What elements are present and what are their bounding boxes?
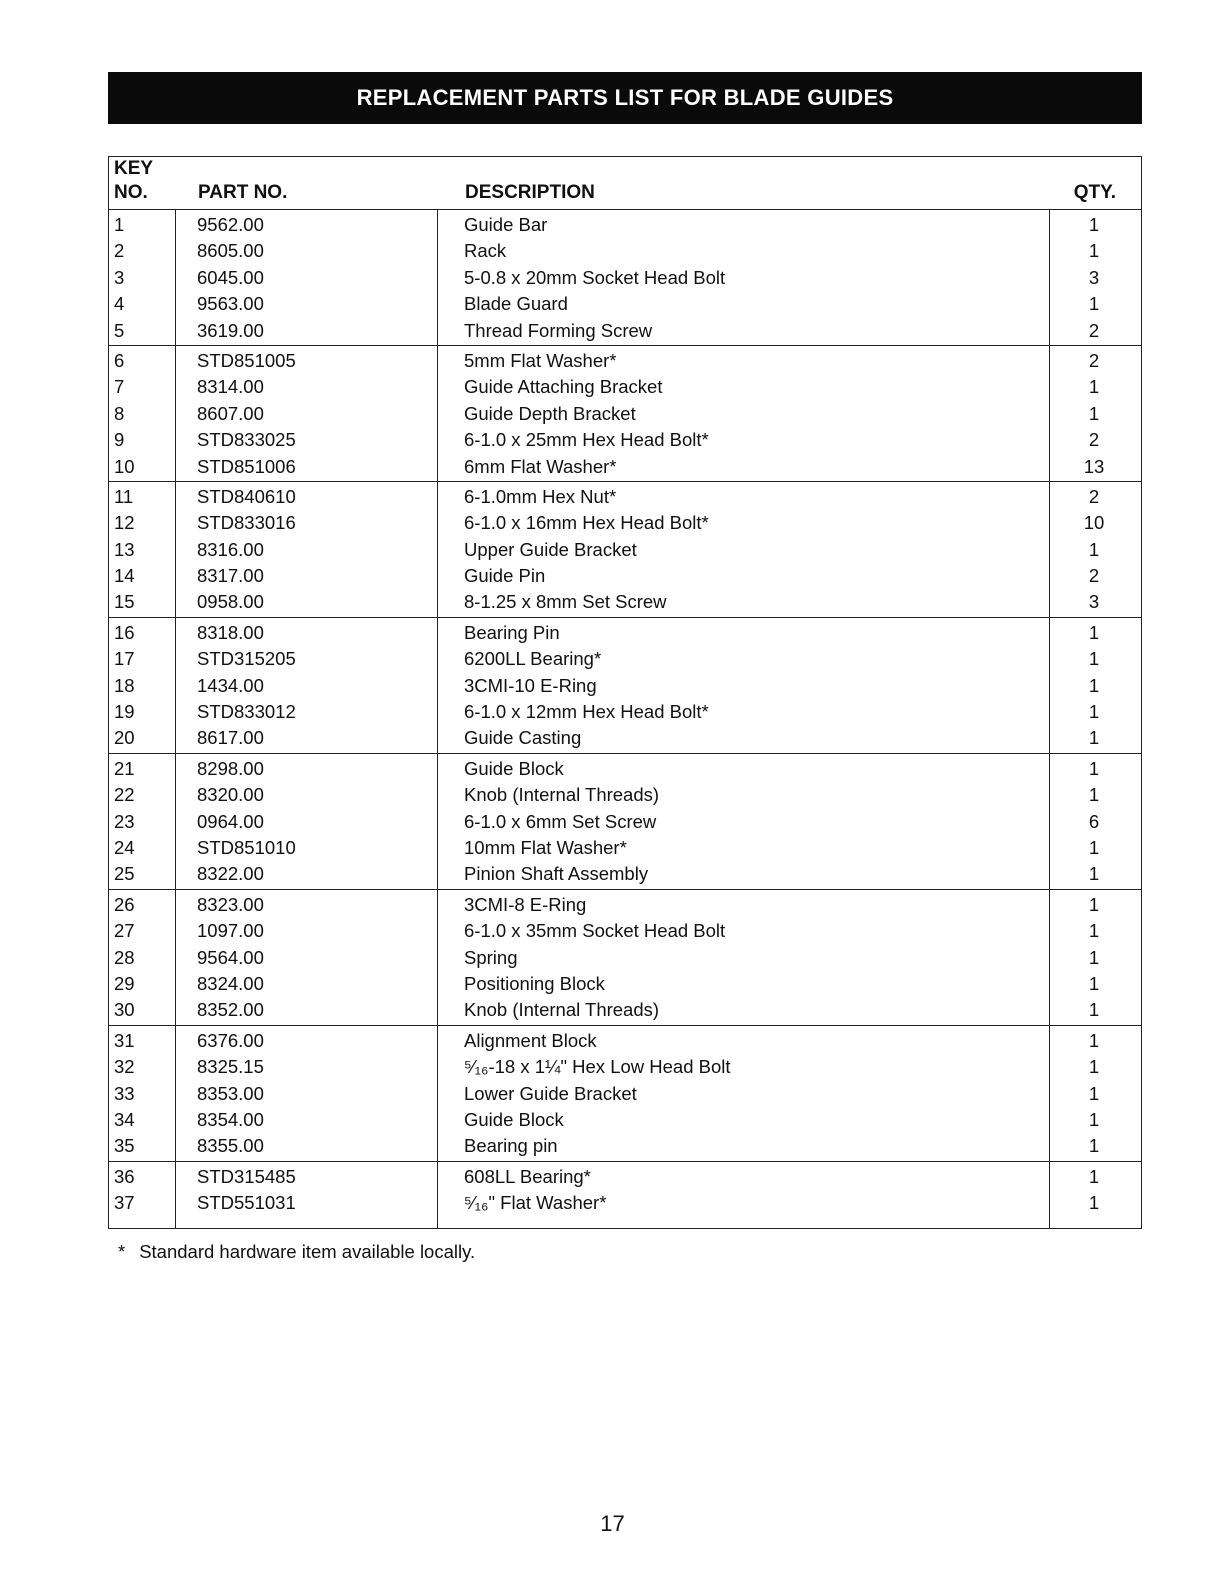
part-no-cell: STD840610 xyxy=(197,485,296,507)
part-no-cell: 0958.00 xyxy=(197,591,264,613)
qty-cell: 1 xyxy=(1088,1056,1100,1078)
qty-cell: 2 xyxy=(1088,319,1100,341)
table-row xyxy=(109,484,1141,510)
qty-cell: 6 xyxy=(1088,810,1100,832)
part-no-cell: 6376.00 xyxy=(197,1029,264,1051)
table-row xyxy=(109,1054,1141,1080)
key-no-cell: 6 xyxy=(114,349,125,371)
key-no-cell: 29 xyxy=(114,972,135,994)
part-no-cell: STD551031 xyxy=(197,1192,296,1214)
key-no-cell: 35 xyxy=(114,1135,135,1157)
qty-cell: 1 xyxy=(1088,972,1100,994)
description-cell: ⁵⁄₁₆-18 x 1¼" Hex Low Head Bolt xyxy=(464,1056,731,1078)
qty-cell: 1 xyxy=(1088,757,1100,779)
row-group xyxy=(109,618,1141,754)
table-row xyxy=(109,782,1141,808)
key-no-cell: 8 xyxy=(114,402,125,424)
qty-cell: 1 xyxy=(1088,214,1100,235)
description-cell: Guide Casting xyxy=(464,727,582,749)
table-row xyxy=(109,725,1141,751)
key-no-cell: 17 xyxy=(114,648,135,670)
qty-cell: 1 xyxy=(1088,701,1100,723)
key-no-cell: 14 xyxy=(114,565,135,587)
footnote-mark: * xyxy=(118,1241,126,1262)
table-row xyxy=(109,1164,1141,1190)
description-cell: Alignment Block xyxy=(464,1029,597,1051)
part-no-cell: 8324.00 xyxy=(197,972,264,994)
table-row xyxy=(109,374,1141,400)
description-cell: Knob (Internal Threads) xyxy=(464,999,660,1021)
qty-cell: 1 xyxy=(1088,1029,1100,1051)
table-row xyxy=(109,537,1141,563)
key-no-cell: 26 xyxy=(114,893,135,915)
key-no-cell: 20 xyxy=(114,727,135,749)
table-row xyxy=(109,699,1141,725)
qty-cell: 1 xyxy=(1088,240,1100,262)
description-cell: 10mm Flat Washer* xyxy=(464,836,627,858)
key-no-cell: 21 xyxy=(114,757,135,779)
key-no-cell: 19 xyxy=(114,701,135,723)
description-cell: 6-1.0 x 12mm Hex Head Bolt* xyxy=(464,701,709,723)
table-row xyxy=(109,997,1141,1023)
table-row xyxy=(109,945,1141,971)
qty-cell: 2 xyxy=(1088,429,1100,451)
row-group xyxy=(109,482,1141,618)
row-group xyxy=(109,346,1141,482)
description-cell: 8-1.25 x 8mm Set Screw xyxy=(464,591,667,613)
table-row xyxy=(109,401,1141,427)
table-row xyxy=(109,563,1141,589)
qty-cell: 1 xyxy=(1088,402,1100,424)
qty-cell: 1 xyxy=(1088,727,1100,749)
key-no-cell: 11 xyxy=(114,485,134,507)
part-no-cell: 8325.15 xyxy=(197,1056,264,1078)
part-no-cell: 8355.00 xyxy=(197,1135,264,1157)
qty-cell: 3 xyxy=(1088,266,1100,288)
table-row xyxy=(109,1081,1141,1107)
qty-cell: 1 xyxy=(1088,836,1100,858)
qty-cell: 1 xyxy=(1088,1165,1100,1187)
key-no-cell: 25 xyxy=(114,863,135,885)
table-row xyxy=(109,510,1141,536)
header-qty: QTY. xyxy=(1073,182,1116,203)
part-no-cell: 9564.00 xyxy=(197,946,264,968)
table-row xyxy=(109,756,1141,782)
description-cell: Guide Attaching Bracket xyxy=(464,376,663,398)
part-no-cell: 8322.00 xyxy=(197,863,264,885)
header-description: DESCRIPTION xyxy=(465,182,595,203)
key-no-cell: 28 xyxy=(114,946,135,968)
part-no-cell: 3619.00 xyxy=(197,319,264,341)
description-cell: Rack xyxy=(464,240,507,262)
header-key-line2: NO. xyxy=(114,182,148,203)
key-no-cell: 34 xyxy=(114,1108,135,1130)
description-cell: 3CMI-10 E-Ring xyxy=(464,674,597,696)
description-cell: Knob (Internal Threads) xyxy=(464,784,660,806)
part-no-cell: STD833012 xyxy=(197,701,296,723)
part-no-cell: STD851010 xyxy=(197,836,296,858)
table-row xyxy=(109,835,1141,861)
description-cell: 5-0.8 x 20mm Socket Head Bolt xyxy=(464,266,726,288)
description-cell: Upper Guide Bracket xyxy=(464,538,637,560)
part-no-cell: STD851005 xyxy=(197,349,296,371)
part-no-cell: 8354.00 xyxy=(197,1108,264,1130)
description-cell: 6200LL Bearing* xyxy=(464,648,602,670)
parts-table xyxy=(108,156,1142,1229)
part-no-cell: 8320.00 xyxy=(197,784,264,806)
qty-cell: 1 xyxy=(1088,999,1100,1021)
table-row xyxy=(109,291,1141,317)
row-group xyxy=(109,754,1141,890)
qty-cell: 1 xyxy=(1088,621,1100,643)
row-group xyxy=(109,210,1141,346)
description-cell: 6-1.0 x 25mm Hex Head Bolt* xyxy=(464,429,709,451)
part-no-cell: STD851006 xyxy=(197,455,296,477)
footnote-text: Standard hardware item available locally. xyxy=(139,1241,476,1262)
part-no-cell: 8317.00 xyxy=(197,565,264,587)
description-cell: 3CMI-8 E-Ring xyxy=(464,893,587,915)
description-cell: Guide Block xyxy=(464,757,564,779)
description-cell: Bearing Pin xyxy=(464,621,560,643)
key-no-cell: 7 xyxy=(114,376,125,398)
qty-cell: 2 xyxy=(1088,485,1100,507)
table-row xyxy=(109,1133,1141,1159)
qty-cell: 2 xyxy=(1088,565,1100,587)
table-row xyxy=(109,809,1141,835)
table-row xyxy=(109,212,1141,238)
description-cell: 6mm Flat Washer* xyxy=(464,455,617,477)
qty-cell: 1 xyxy=(1088,648,1100,670)
part-no-cell: 9562.00 xyxy=(197,214,264,235)
description-cell: Pinion Shaft Assembly xyxy=(464,863,649,885)
page-title: REPLACEMENT PARTS LIST FOR BLADE GUIDES xyxy=(108,72,1142,124)
table-row xyxy=(109,673,1141,699)
key-no-cell: 32 xyxy=(114,1056,135,1078)
table-row xyxy=(109,265,1141,291)
table-row xyxy=(109,918,1141,944)
table-header xyxy=(109,157,1141,210)
qty-cell: 1 xyxy=(1088,863,1100,885)
qty-cell: 1 xyxy=(1088,920,1100,942)
description-cell: 6-1.0 x 16mm Hex Head Bolt* xyxy=(464,512,709,534)
qty-cell: 1 xyxy=(1088,1192,1100,1214)
table-row xyxy=(109,589,1141,615)
key-no-cell: 16 xyxy=(114,621,135,643)
description-cell: 6-1.0mm Hex Nut* xyxy=(464,485,617,507)
key-no-cell: 4 xyxy=(114,293,125,315)
part-no-cell: 1097.00 xyxy=(197,920,264,942)
qty-cell: 1 xyxy=(1088,1082,1100,1104)
key-no-cell: 18 xyxy=(114,674,135,696)
part-no-cell: 8314.00 xyxy=(197,376,264,398)
qty-cell: 1 xyxy=(1088,293,1100,315)
table-row xyxy=(109,1028,1141,1054)
key-no-cell: 15 xyxy=(114,591,135,613)
part-no-cell: STD315205 xyxy=(197,648,296,670)
table-row xyxy=(109,1190,1141,1216)
part-no-cell: 8617.00 xyxy=(197,727,264,749)
key-no-cell: 2 xyxy=(114,240,125,262)
qty-cell: 10 xyxy=(1083,512,1105,534)
table-row xyxy=(109,971,1141,997)
part-no-cell: 8605.00 xyxy=(197,240,264,262)
part-no-cell: 8298.00 xyxy=(197,757,264,779)
part-no-cell: 0964.00 xyxy=(197,810,264,832)
table-row xyxy=(109,348,1141,374)
description-cell: Guide Depth Bracket xyxy=(464,402,636,424)
description-cell: Spring xyxy=(464,946,518,968)
key-no-cell: 9 xyxy=(114,429,125,451)
part-no-cell: STD833016 xyxy=(197,512,296,534)
row-group xyxy=(109,890,1141,1026)
description-cell: Guide Pin xyxy=(464,565,546,587)
part-no-cell: 1434.00 xyxy=(197,674,264,696)
table-row xyxy=(109,646,1141,672)
qty-cell: 1 xyxy=(1088,1108,1100,1130)
table-row xyxy=(109,892,1141,918)
qty-cell: 1 xyxy=(1088,1135,1100,1157)
key-no-cell: 10 xyxy=(114,455,135,477)
key-no-cell: 27 xyxy=(114,920,135,942)
key-no-cell: 37 xyxy=(114,1192,135,1214)
table-row xyxy=(109,454,1141,480)
key-no-cell: 1 xyxy=(114,214,125,235)
row-group xyxy=(109,1162,1141,1229)
qty-cell: 1 xyxy=(1088,376,1100,398)
qty-cell: 3 xyxy=(1088,591,1100,613)
part-no-cell: 8607.00 xyxy=(197,402,264,424)
description-cell: 5mm Flat Washer* xyxy=(464,349,617,371)
table-row xyxy=(109,620,1141,646)
description-cell: 6-1.0 x 6mm Set Screw xyxy=(464,810,657,832)
qty-cell: 2 xyxy=(1088,349,1100,371)
table-row xyxy=(109,861,1141,887)
key-no-cell: 30 xyxy=(114,999,135,1021)
description-cell: Bearing pin xyxy=(464,1135,558,1157)
header-key-line1: KEY xyxy=(114,158,154,179)
description-cell: 6-1.0 x 35mm Socket Head Bolt xyxy=(464,920,726,942)
table-body xyxy=(109,210,1141,1228)
description-cell: Guide Bar xyxy=(464,214,548,235)
part-no-cell: 8352.00 xyxy=(197,999,264,1021)
description-cell: Thread Forming Screw xyxy=(464,319,653,341)
key-no-cell: 5 xyxy=(114,319,125,341)
part-no-cell: STD833025 xyxy=(197,429,296,451)
description-cell: ⁵⁄₁₆" Flat Washer* xyxy=(464,1192,607,1214)
key-no-cell: 31 xyxy=(114,1029,135,1051)
key-no-cell: 33 xyxy=(114,1082,135,1104)
table-row xyxy=(109,427,1141,453)
page-number: 17 xyxy=(600,1511,625,1536)
header-part-no: PART NO. xyxy=(198,182,288,203)
description-cell: 608LL Bearing* xyxy=(464,1165,591,1187)
key-no-cell: 22 xyxy=(114,784,135,806)
part-no-cell: 8316.00 xyxy=(197,538,264,560)
row-group xyxy=(109,1026,1141,1162)
qty-cell: 1 xyxy=(1088,538,1100,560)
table-row xyxy=(109,318,1141,344)
table-row xyxy=(109,1107,1141,1133)
key-no-cell: 13 xyxy=(114,538,135,560)
description-cell: Guide Block xyxy=(464,1108,564,1130)
key-no-cell: 23 xyxy=(114,810,135,832)
key-no-cell: 36 xyxy=(114,1165,135,1187)
description-cell: Lower Guide Bracket xyxy=(464,1082,637,1104)
part-no-cell: 8323.00 xyxy=(197,893,264,915)
table-row xyxy=(109,238,1141,264)
qty-cell: 1 xyxy=(1088,784,1100,806)
description-cell: Positioning Block xyxy=(464,972,605,994)
key-no-cell: 12 xyxy=(114,512,135,534)
qty-cell: 1 xyxy=(1088,674,1100,696)
qty-cell: 1 xyxy=(1088,893,1100,915)
key-no-cell: 3 xyxy=(114,266,125,288)
qty-cell: 13 xyxy=(1083,455,1105,477)
footnote xyxy=(118,1241,475,1263)
part-no-cell: STD315485 xyxy=(197,1165,296,1187)
part-no-cell: 8318.00 xyxy=(197,621,264,643)
description-cell: Blade Guard xyxy=(464,293,568,315)
part-no-cell: 9563.00 xyxy=(197,293,264,315)
part-no-cell: 6045.00 xyxy=(197,266,264,288)
key-no-cell: 24 xyxy=(114,836,135,858)
qty-cell: 1 xyxy=(1088,946,1100,968)
part-no-cell: 8353.00 xyxy=(197,1082,264,1104)
